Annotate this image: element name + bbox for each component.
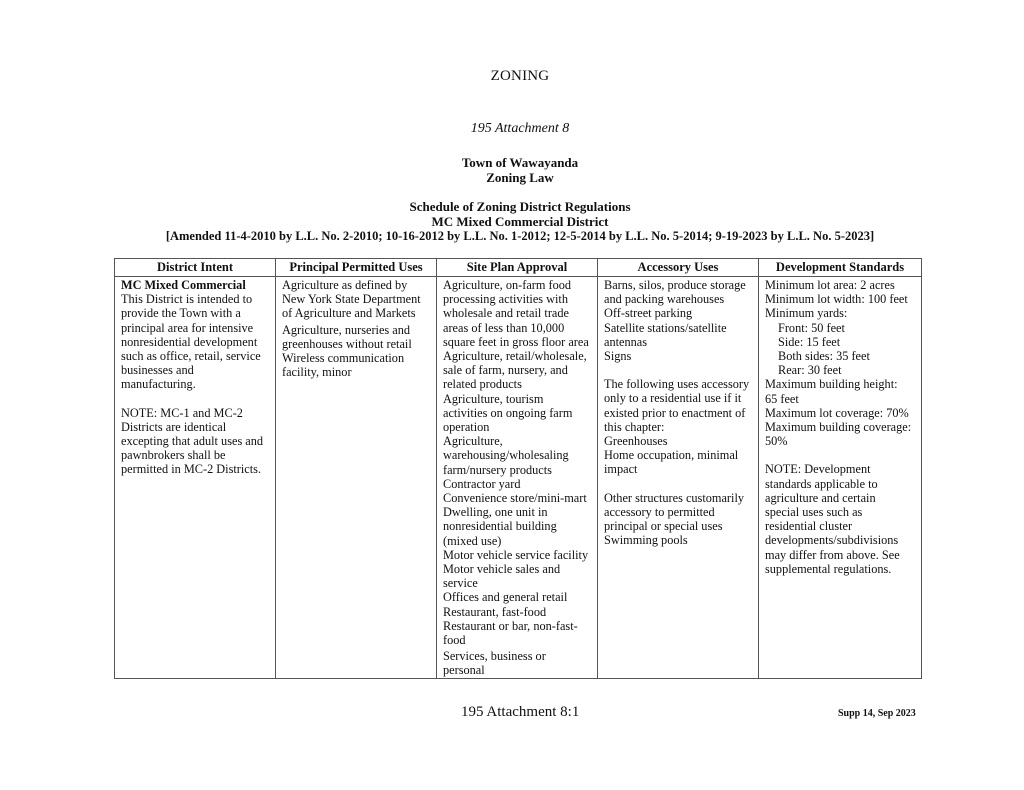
district-intent-cell (115, 277, 276, 679)
standard-lot-width: Minimum lot width: 100 feet (765, 292, 908, 307)
intent-note-line: Districts are identical (121, 419, 227, 434)
standard-yard-rear: Rear: 30 feet (778, 363, 842, 378)
district-name: MC Mixed Commercial (121, 278, 246, 292)
principal-uses-cell (276, 277, 437, 679)
residential-intro-line: this chapter: (604, 419, 665, 434)
site-plan-line: related products (443, 377, 522, 392)
standards-note-line: standards applicable to (765, 476, 878, 491)
site-plan-line: personal (443, 663, 485, 678)
other-intro-line: principal or special uses (604, 519, 723, 534)
schedule-title: Schedule of Zoning District Regulations (409, 199, 631, 214)
standard-yard-both: Both sides: 35 feet (778, 349, 870, 364)
accessory-use-line: and packing warehouses (604, 292, 725, 307)
standards-note-line: residential cluster (765, 519, 853, 534)
principal-use-line: Wireless communication (282, 351, 405, 366)
site-plan-line: processing activities with (443, 292, 568, 307)
residential-intro-line: only to a residential use if it (604, 391, 742, 406)
residential-use-line: Greenhouses (604, 434, 668, 449)
standard-height-value: 65 feet (765, 391, 799, 406)
standards-note-line: developments/subdivisions (765, 533, 899, 548)
intent-line: businesses and (121, 363, 194, 378)
site-plan-line: farm/nursery products (443, 462, 552, 477)
site-plan-line: Agriculture, on-farm food (443, 278, 572, 292)
residential-use-line: Home occupation, minimal (604, 448, 739, 463)
intent-note-line: pawnbrokers shall be (121, 448, 226, 463)
intent-note-line: NOTE: MC-1 and MC-2 (121, 405, 243, 420)
site-plan-line: areas of less than 10,000 (443, 320, 565, 335)
site-plan-line: service (443, 576, 478, 591)
other-intro-line: Other structures customarily (604, 490, 745, 505)
site-plan-line: Services, business or (443, 649, 546, 664)
residential-intro-line: The following uses accessory (604, 377, 750, 392)
table-header-row (115, 259, 922, 277)
standard-building-coverage-value: 50% (765, 434, 788, 449)
table-row (115, 277, 922, 679)
site-plan-line: Agriculture, retail/wholesale, (443, 349, 587, 364)
residential-intro-line: existed prior to enactment of (604, 405, 746, 420)
intent-line: This District is intended to (121, 292, 253, 307)
supplement-label: Supp 14, Sep 2023 (838, 708, 916, 719)
column-header: Accessory Uses (598, 259, 759, 277)
site-plan-line: food (443, 633, 466, 648)
site-plan-line: Convenience store/mini-mart (443, 491, 587, 506)
accessory-use-line: Off-street parking (604, 306, 693, 321)
principal-use-line: Agriculture as defined by (282, 278, 408, 292)
principal-use-line: New York State Department (282, 292, 421, 307)
accessory-uses-cell (598, 277, 759, 679)
intent-line: nonresidential development (121, 334, 258, 349)
column-header: Development Standards (759, 259, 922, 277)
site-plan-line: Restaurant or bar, non-fast- (443, 618, 578, 633)
principal-use-line: Agriculture, nurseries and (282, 322, 411, 337)
column-header: District Intent (115, 259, 276, 277)
accessory-use-line: antennas (604, 334, 648, 349)
site-plan-line: nonresidential building (443, 519, 557, 534)
standards-note-line: NOTE: Development (765, 462, 871, 477)
site-plan-line: Agriculture, tourism (443, 391, 544, 406)
standard-building-coverage: Maximum building coverage: (765, 420, 912, 435)
standard-yards-label: Minimum yards: (765, 306, 848, 321)
intent-line: provide the Town with a (121, 306, 241, 321)
other-use-line: Swimming pools (604, 533, 688, 548)
principal-use-line: of Agriculture and Markets (282, 306, 416, 321)
standards-note-line: supplemental regulations. (765, 561, 892, 576)
site-plan-line: Offices and general retail (443, 590, 568, 605)
residential-use-line: impact (604, 462, 638, 477)
attachment-title: 195 Attachment 8 (470, 121, 570, 136)
standard-lot-area: Minimum lot area: 2 acres (765, 278, 895, 292)
site-plan-line: Restaurant, fast-food (443, 604, 547, 619)
regulations-table (114, 258, 922, 679)
amendment-history: [Amended 11-4-2010 by L.L. No. 2-2010; 10-16-2012 by L.L. No. 1-2012; 12-5-2014 by L.L. No. 5-2014; 9-19-2023 by L.L. No. 5-2023] (165, 229, 875, 243)
site-plan-line: Motor vehicle service facility (443, 547, 589, 562)
other-intro-line: accessory to permitted (604, 504, 715, 519)
principal-use-line: greenhouses without retail (282, 336, 412, 351)
intent-note-line: permitted in MC-2 Districts. (121, 462, 262, 477)
intent-line: manufacturing. (121, 377, 196, 392)
intent-note-line: excepting that adult uses and (121, 434, 264, 449)
standard-height: Maximum building height: (765, 377, 898, 392)
site-plan-cell (437, 277, 598, 679)
principal-use-line: facility, minor (282, 365, 352, 380)
standard-yard-front: Front: 50 feet (778, 320, 845, 335)
standards-note-line: may differ from above. See (765, 547, 900, 562)
site-plan-line: Contractor yard (443, 476, 521, 491)
site-plan-line: Agriculture, (443, 434, 503, 449)
site-plan-line: activities on ongoing farm (443, 405, 573, 420)
accessory-use-line: Barns, silos, produce storage (604, 278, 746, 292)
town-name: Town of Wawayanda (461, 155, 579, 170)
column-header: Site Plan Approval (437, 259, 598, 277)
site-plan-line: Motor vehicle sales and (443, 562, 561, 577)
standard-lot-coverage: Maximum lot coverage: 70% (765, 405, 909, 420)
column-header: Principal Permitted Uses (276, 259, 437, 277)
accessory-use-line: Satellite stations/satellite (604, 320, 727, 335)
standards-note-line: agriculture and certain (765, 490, 876, 505)
schedule-heading (0, 199, 1024, 244)
site-plan-line: warehousing/wholesaling (443, 448, 569, 463)
chapter-title: ZONING (490, 68, 550, 84)
page-number: 195 Attachment 8:1 (461, 704, 580, 720)
standard-yard-side: Side: 15 feet (778, 334, 841, 349)
site-plan-line: Dwelling, one unit in (443, 505, 548, 520)
development-standards-cell (759, 277, 922, 679)
site-plan-line: operation (443, 420, 490, 435)
town-heading (0, 155, 1024, 185)
law-name: Zoning Law (486, 170, 554, 185)
intent-line: such as office, retail, service (121, 349, 261, 364)
accessory-use-line: Signs (604, 349, 632, 364)
intent-line: principal area for intensive (121, 320, 254, 335)
district-title: MC Mixed Commercial District (431, 214, 609, 229)
standards-note-line: special uses such as (765, 505, 863, 520)
site-plan-line: (mixed use) (443, 533, 502, 548)
site-plan-line: sale of farm, nursery, and (443, 363, 568, 378)
site-plan-line: wholesale and retail trade (443, 306, 569, 321)
site-plan-line: square feet in gross floor area (443, 334, 589, 349)
